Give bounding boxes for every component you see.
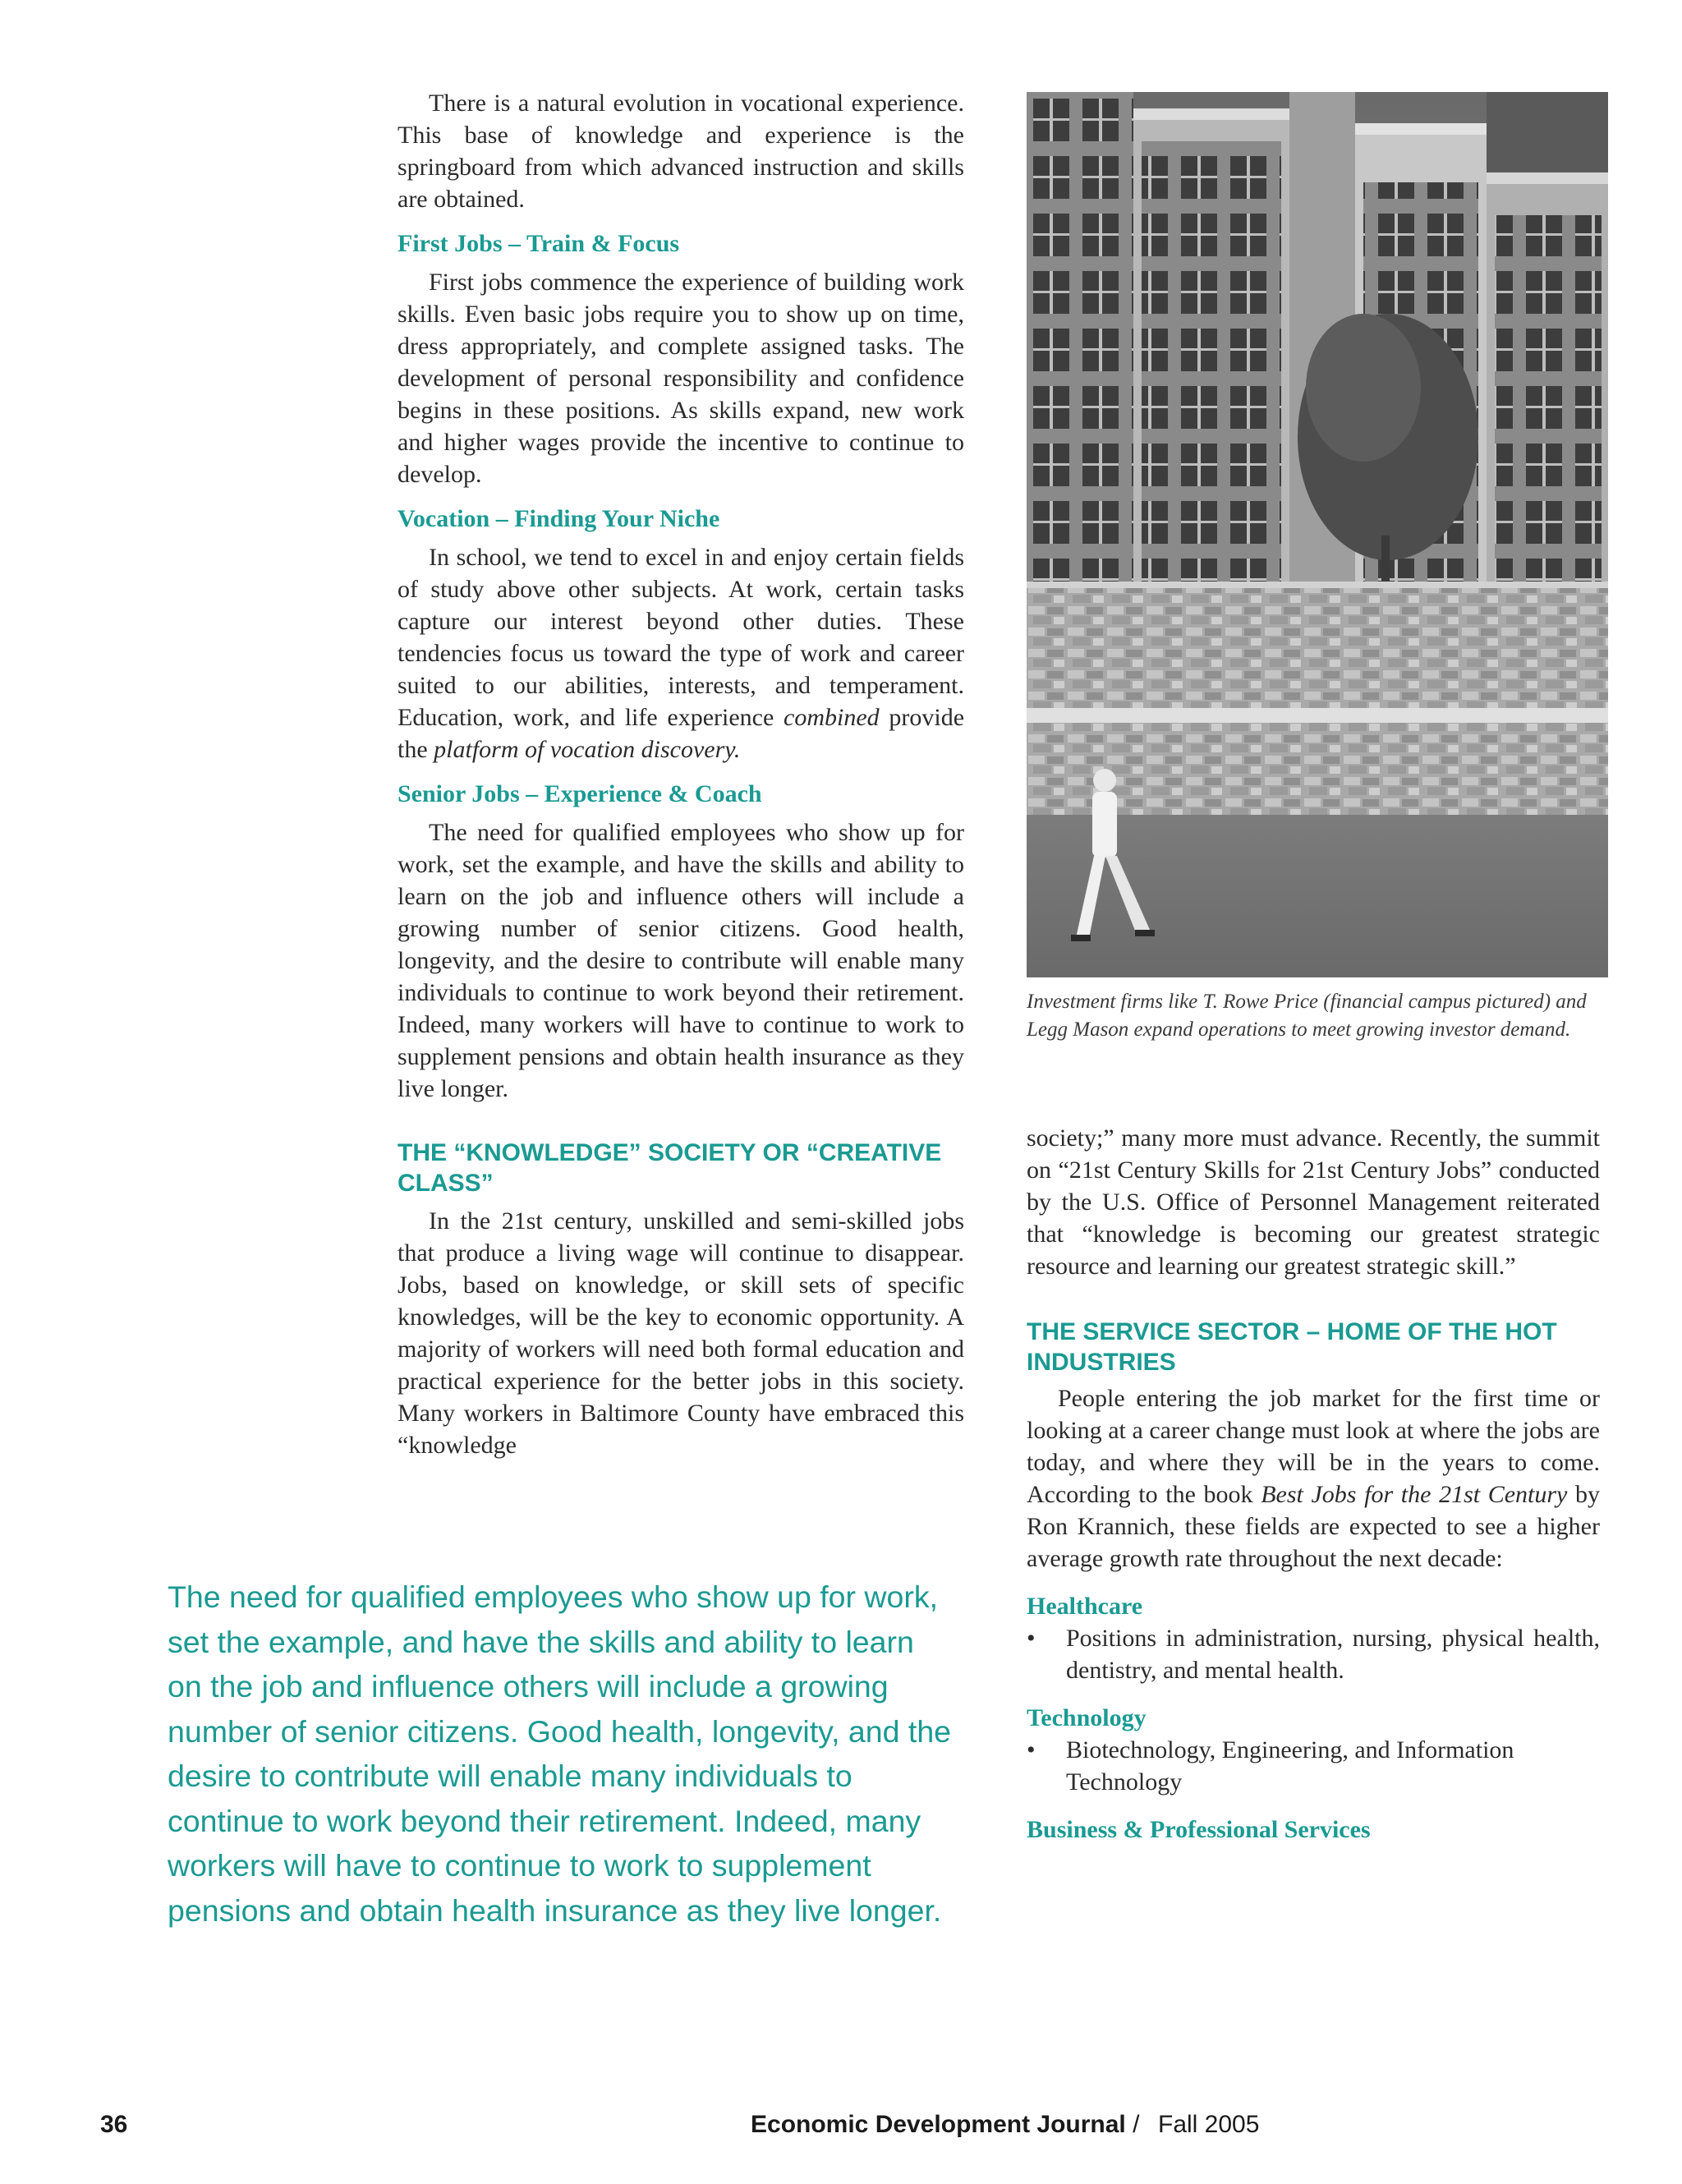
senior-jobs-heading: Senior Jobs – Experience & Coach [398,780,762,807]
journal-title [751,2111,1139,2139]
service-sector-paragraph [1027,1382,1600,1575]
page-footer [0,2111,1682,2144]
vocation-text-em1: combined [784,704,880,731]
intro-paragraph: There is a natural evolution in vocational experience. This base of knowledge and experience is the springboard from which advanced instruction and skills are obtained. [398,90,964,213]
issue-date: Fall 2005 [1158,2111,1260,2138]
knowledge-society-heading: THE “KNOWLEDGE” SOCIETY OR “CREATIVE CLASS” [398,1139,942,1197]
business-services-heading: Business & Professional Services [1027,1816,1371,1843]
healthcare-heading: Healthcare [1027,1593,1143,1620]
vocation-paragraph [398,541,964,766]
right-column [1027,1122,1600,1852]
service-text-b: by Ron Krannich, these fields are expected to see a higher average growth rate throughout the next decade: [1027,1481,1601,1572]
service-sector-heading: THE SERVICE SECTOR – HOME OF THE HOT INDUSTRIES [1027,1318,1557,1376]
footer-separator: / [1133,2111,1140,2138]
left-column [398,87,964,1461]
healthcare-bullet [1027,1622,1600,1686]
vocation-text-b: provide the [398,704,965,763]
financial-campus-photo [1027,92,1608,977]
technology-bullet [1027,1734,1600,1798]
vocation-text-em2: platform of vocation discovery. [434,736,741,763]
knowledge-society-paragraph: In the 21st century, unskilled and semi-skilled jobs that produce a living wage will continue to disappear. Jobs, based on knowledge, or skill sets of specific knowledges, will be the key to economic opportunity. A majority of workers will need both formal education and practical experience for the better jobs in this society. Many workers in Baltimore County have embraced this “knowledge [398,1207,964,1459]
technology-heading: Technology [1027,1704,1147,1731]
first-jobs-paragraph: First jobs commence the experience of building work skills. Even basic jobs require you to show up on time, dress appropriately, and complete assigned tasks. The development of personal responsibility and confidence begins in these positions. As skills expand, new work and higher wages provide the incentive to continue to develop. [398,269,964,488]
vocation-text-a: In school, we tend to excel in and enjoy certain fields of study above other subjects. At work, certain tasks capture our interest beyond other duties. These tendencies focus us toward the type of work and career suited to our abilities, interests, and temperament. Education, work, and life experience [398,544,964,731]
building-illustration [1027,92,1608,977]
continuation-paragraph: society;” many more must advance. Recently, the summit on “21st Century Skills for 21st Century Jobs” conducted by the U.S. Office of Personnel Management reiterated that “knowledge is becoming our greatest strategic resource and learning our greatest strategic skill.” [1027,1124,1600,1280]
pull-quote: The need for qualified employees who show up for work, set the example, and have the skills and ability to learn on the job and influence others will include a growing number of senior citizens. Good health, longevity, and the desire to contribute will enable many individuals to continue to work beyond their retirement. Indeed, many workers will have to continue to work to supplement pensions and obtain health insurance as they live longer. [168,1579,952,1928]
page-number: 36 [100,2111,128,2138]
technology-bullet-text: Biotechnology, Engineering, and Information Technology [1066,1736,1514,1795]
photo-caption: Investment firms like T. Rowe Price (financial campus pictured) and Legg Mason expand operations to meet growing investor demand. [1027,991,1587,1041]
service-text-a: People entering the job market for the first time or looking at a career change must look at where the jobs are today, and where they will be in the years to come. According to the book [1027,1385,1600,1508]
senior-jobs-paragraph: The need for qualified employees who show up for work, set the example, and have the skills and ability to learn on the job and influence others will include a growing number of senior citizens. Good health, longevity, and the desire to contribute will enable many individuals to continue to work beyond their retirement. Indeed, many workers will have to continue to work to supplement pensions and obtain health insurance as they live longer. [398,819,964,1102]
healthcare-bullet-text: Positions in administration, nursing, physical health, dentistry, and mental health. [1066,1625,1600,1684]
bullet-dot: • [1027,1736,1036,1763]
service-book-title: Best Jobs for the 21st Century [1261,1481,1568,1508]
vocation-heading: Vocation – Finding Your Niche [398,505,720,532]
bullet-dot: • [1027,1625,1036,1652]
first-jobs-heading: First Jobs – Train & Focus [398,230,680,257]
journal-name: Economic Development Journal [751,2111,1126,2138]
